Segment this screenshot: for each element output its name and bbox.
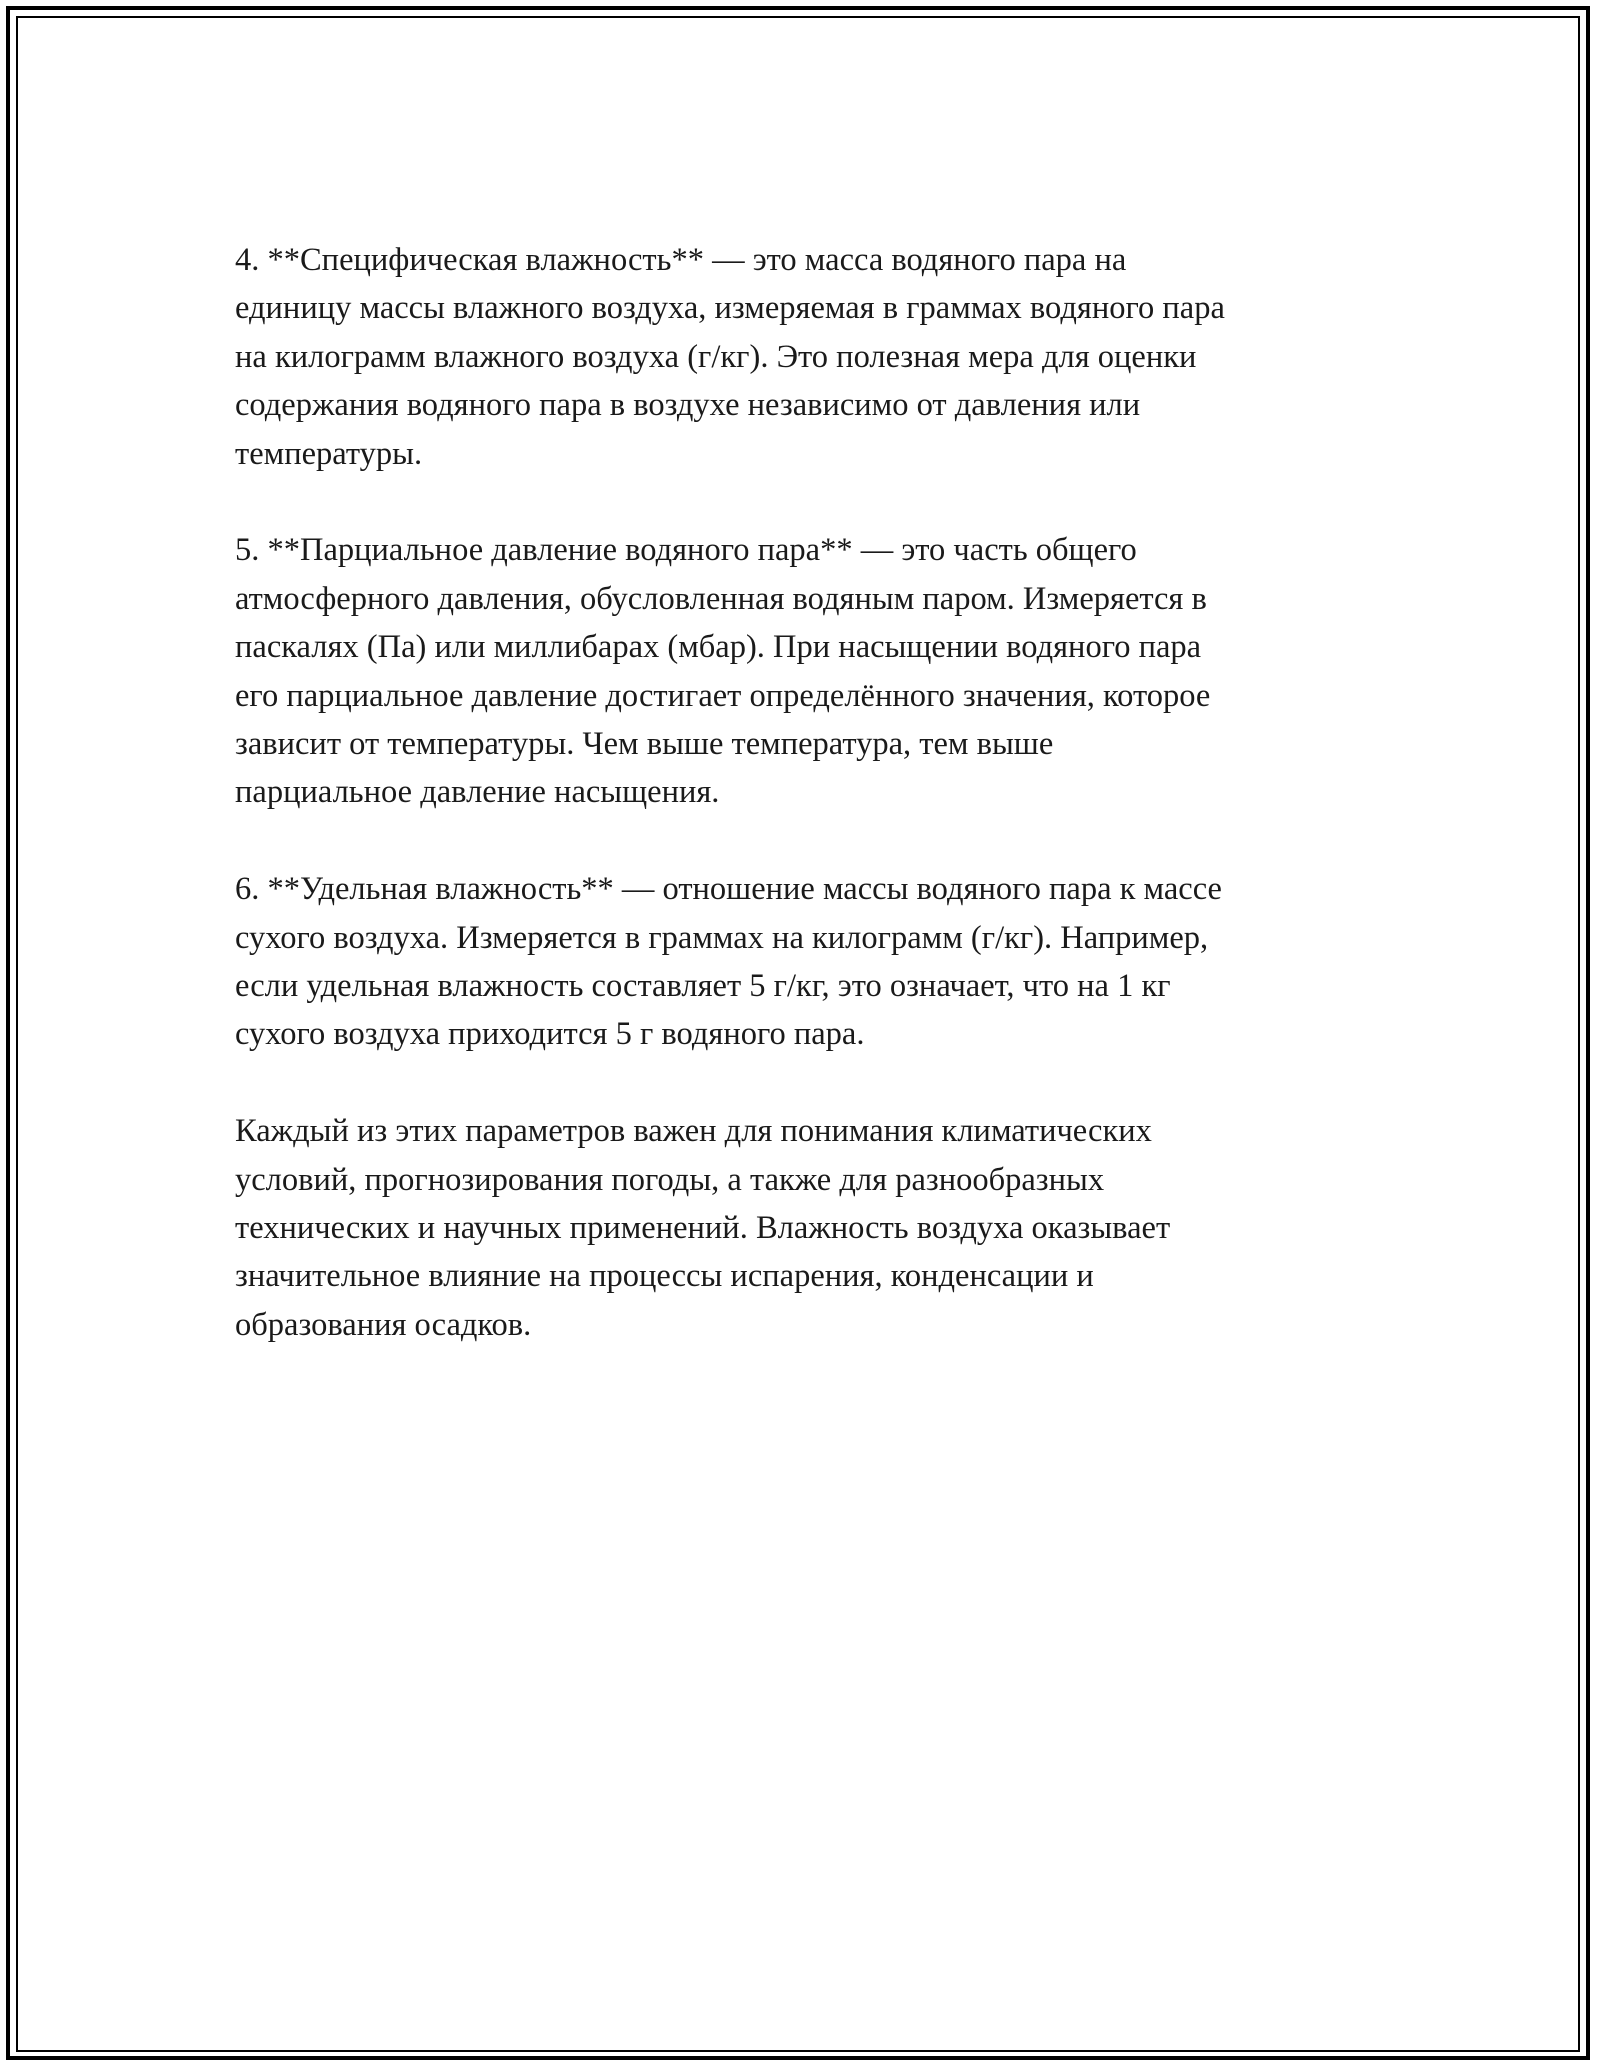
paragraph-humidity-ratio: 6. **Удельная влажность** — отношение массы водяного пара к массе сухого воздуха. Измеряется в граммах на килограмм (г/кг). Например, если удельная влажность составляет 5 г/кг, это означает, что на 1 кг сухого воздуха приходится 5 г водяного пара. (235, 871, 1222, 1053)
paragraph-conclusion: Каждый из этих параметров важен для понимания климатических условий, прогнозирования погоды, а также для разнообразных технических и научных применений. Влажность воздуха оказывает значительное влияние на процессы испарения, конденсации и образования осадков. (235, 1113, 1171, 1343)
paragraph-partial-pressure: 5. **Парциальное давление водяного пара** — это часть общего атмосферного давления, обусловленная водяным паром. Измеряется в паскалях (Па) или миллибарах (мбар). При насыщении водяного пара его парциальное давление достигает определённого значения, которое зависит от температуры. Чем выше температура, тем выше парциальное давление насыщения. (235, 532, 1211, 811)
document-body (235, 236, 1375, 1398)
paragraph-specific-humidity: 4. **Специфическая влажность** — это масса водяного пара на единицу массы влажного воздуха, измеряемая в граммах водяного пара на килограмм влажного воздуха (г/кг). Это полезная мера для оценки содержания водяного пара в воздухе независимо от давления или температуры. (235, 242, 1225, 472)
